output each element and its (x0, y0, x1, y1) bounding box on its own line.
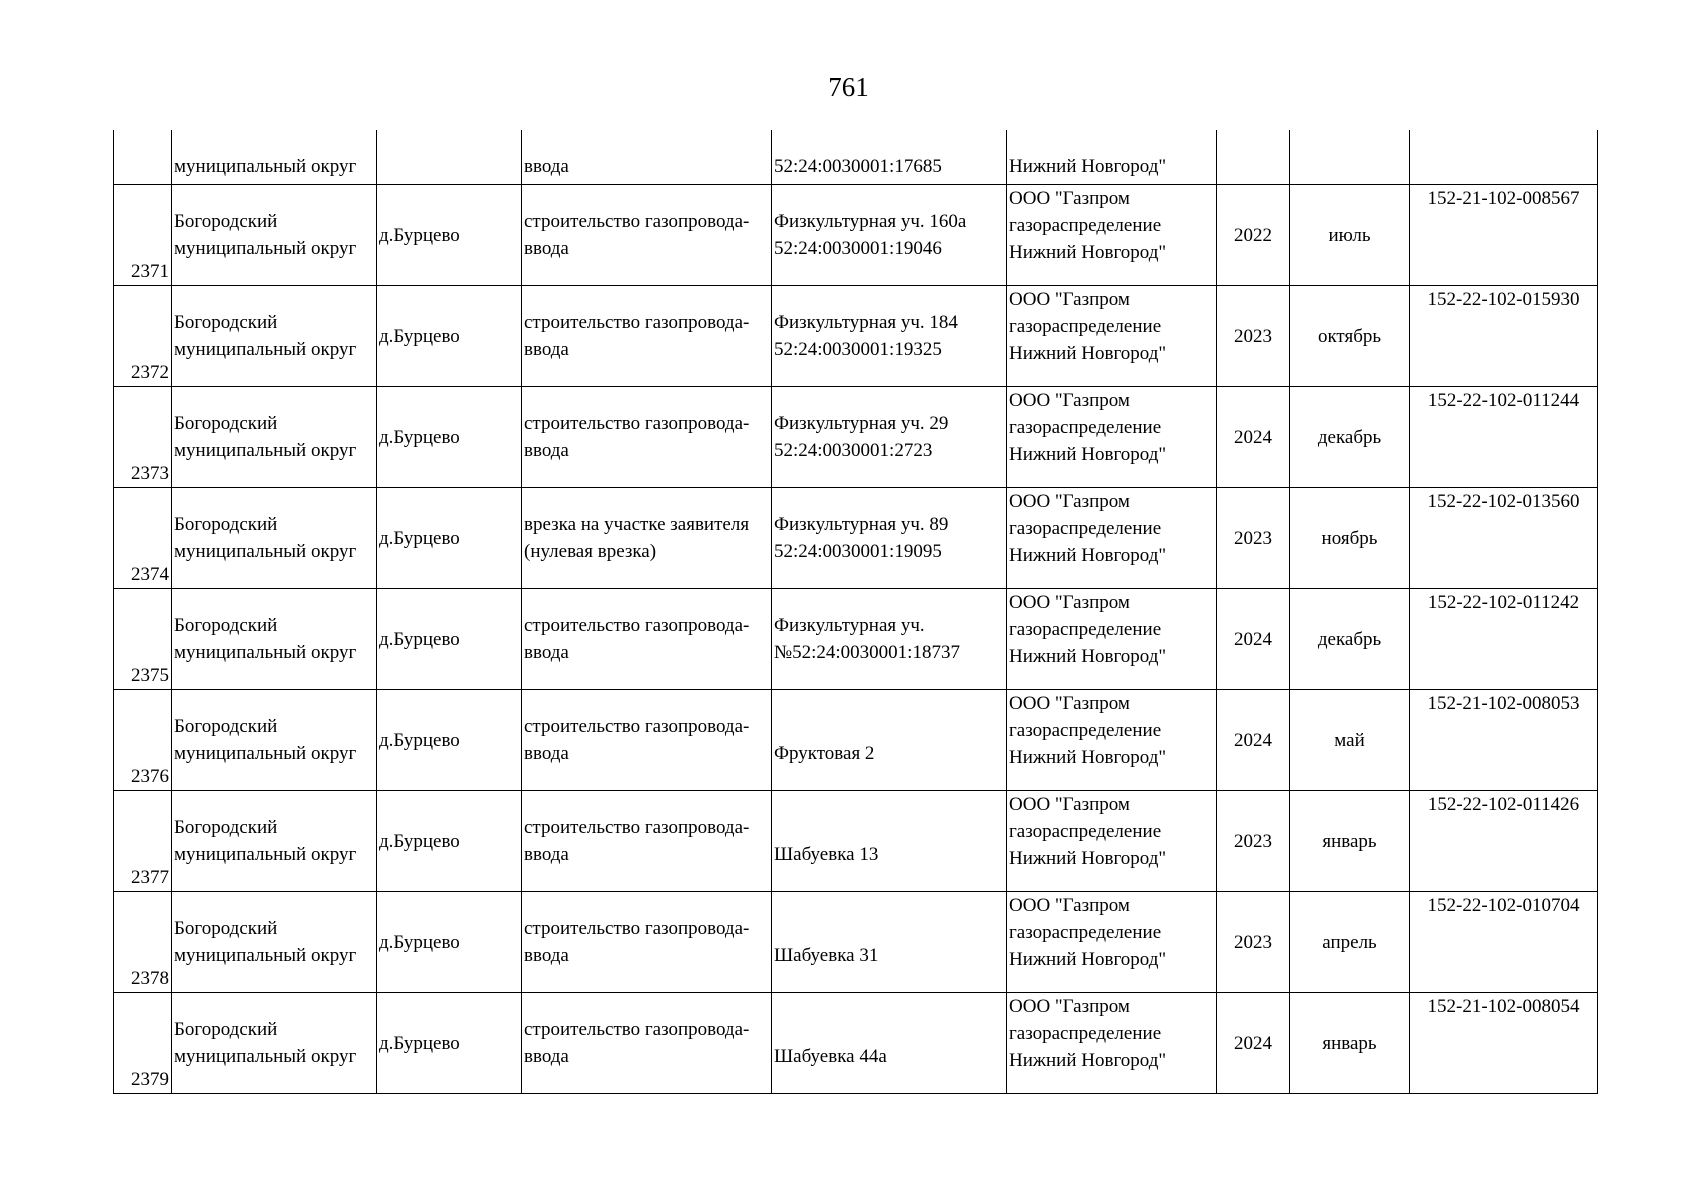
cell-district: муниципальный округ (172, 130, 377, 185)
cell-year: 2023 (1217, 488, 1290, 589)
cell-work-line: строительство газопровода- (524, 1019, 750, 1040)
cell-address-line: Шабуевка 31 (774, 945, 879, 966)
cell-district-line: Богородский (174, 1019, 278, 1040)
cell-year: 2024 (1217, 993, 1290, 1094)
cell-work-line: ввода (524, 743, 569, 764)
cell-organization-line: Нижний Новгород" (1009, 545, 1167, 566)
cell-locality (377, 130, 522, 185)
cell-work-line: строительство газопровода- (524, 817, 750, 838)
cell-district-line: Богородский (174, 716, 278, 737)
cell-locality: д.Бурцево (377, 993, 522, 1094)
cell-address-line: Шабуевка 44а (774, 1046, 887, 1067)
cell-work-line: ввода (524, 440, 569, 461)
table-row (114, 791, 1598, 892)
table-row (114, 286, 1598, 387)
cell-organization-line: газораспределение (1009, 720, 1162, 741)
cell-code (1410, 130, 1598, 185)
page-number: 761 (828, 72, 869, 102)
cell-code: 152-21-102-008053 (1410, 690, 1598, 791)
cell-address-line (774, 814, 1004, 841)
cell-organization-line: ООО "Газпром (1009, 390, 1130, 411)
cell-district-line: Богородский (174, 918, 278, 939)
cell-number: 2372 (114, 286, 172, 387)
cell-work-line: строительство газопровода- (524, 716, 750, 737)
cell-address (772, 791, 1007, 892)
cell-district-line: Богородский (174, 312, 278, 333)
cell-district-line: муниципальный округ (174, 743, 357, 764)
cell-month: декабрь (1290, 387, 1410, 488)
cell-district (172, 892, 377, 993)
cell-organization (1007, 791, 1217, 892)
cell-address-line: Фруктовая 2 (774, 743, 875, 764)
registry-table (113, 130, 1598, 1094)
cell-organization-line: Нижний Новгород" (1009, 646, 1167, 667)
cell-organization-line: газораспределение (1009, 821, 1162, 842)
cell-year (1217, 130, 1290, 185)
cell-district-line: Богородский (174, 211, 278, 232)
cell-work: ввода (522, 130, 772, 185)
cell-work-line: ввода (524, 844, 569, 865)
cell-year: 2022 (1217, 185, 1290, 286)
cell-address-line (774, 915, 1004, 942)
cell-organization-line: ООО "Газпром (1009, 996, 1130, 1017)
cell-work-line: ввода (524, 945, 569, 966)
cell-district-line: муниципальный округ (174, 440, 357, 461)
cell-address-line: Физкультурная уч. 184 (774, 312, 958, 333)
table-row (114, 387, 1598, 488)
cell-number: 2379 (114, 993, 172, 1094)
cell-address (772, 488, 1007, 589)
cell-district (172, 589, 377, 690)
cell-district (172, 387, 377, 488)
table-row (114, 589, 1598, 690)
cell-district (172, 690, 377, 791)
cell-organization-line: ООО "Газпром (1009, 289, 1130, 310)
cell-district (172, 488, 377, 589)
cell-year: 2023 (1217, 791, 1290, 892)
cell-address-line: Шабуевка 13 (774, 844, 879, 865)
cell-work (522, 488, 772, 589)
cell-year: 2023 (1217, 286, 1290, 387)
cell-address-line: 52:24:0030001:19046 (774, 238, 942, 259)
cell-organization-line: ООО "Газпром (1009, 592, 1130, 613)
continuation-row (114, 130, 1598, 185)
cell-organization-line: ООО "Газпром (1009, 693, 1130, 714)
cell-address-line: Физкультурная уч. (774, 615, 925, 636)
cell-district (172, 791, 377, 892)
cell-address (772, 185, 1007, 286)
cell-month: ноябрь (1290, 488, 1410, 589)
cell-organization: Нижний Новгород" (1007, 130, 1217, 185)
cell-code: 152-22-102-010704 (1410, 892, 1598, 993)
cell-work (522, 791, 772, 892)
cell-work (522, 387, 772, 488)
cell-work (522, 286, 772, 387)
cell-month: декабрь (1290, 589, 1410, 690)
cell-district (172, 286, 377, 387)
cell-number: 2375 (114, 589, 172, 690)
cell-number: 2374 (114, 488, 172, 589)
table-body (114, 130, 1598, 1094)
cell-district (172, 993, 377, 1094)
cell-organization-line: газораспределение (1009, 316, 1162, 337)
cell-address (772, 892, 1007, 993)
cell-number (114, 130, 172, 185)
cell-organization-line: газораспределение (1009, 215, 1162, 236)
cell-year: 2024 (1217, 387, 1290, 488)
cell-locality: д.Бурцево (377, 892, 522, 993)
cell-organization (1007, 892, 1217, 993)
cell-code: 152-21-102-008054 (1410, 993, 1598, 1094)
cell-code: 152-22-102-015930 (1410, 286, 1598, 387)
table-row (114, 690, 1598, 791)
cell-district-line: муниципальный округ (174, 945, 357, 966)
cell-address-line: Физкультурная уч. 29 (774, 413, 949, 434)
cell-month: апрель (1290, 892, 1410, 993)
cell-district-line: муниципальный округ (174, 238, 357, 259)
cell-month: январь (1290, 993, 1410, 1094)
table-row (114, 185, 1598, 286)
cell-organization-line: Нижний Новгород" (1009, 747, 1167, 768)
cell-year: 2023 (1217, 892, 1290, 993)
cell-code: 152-22-102-011426 (1410, 791, 1598, 892)
cell-address-line: №52:24:0030001:18737 (774, 642, 960, 663)
cell-month: январь (1290, 791, 1410, 892)
cell-address-line (774, 713, 1004, 740)
cell-locality: д.Бурцево (377, 387, 522, 488)
cell-work-line: строительство газопровода- (524, 615, 750, 636)
cell-district-line: Богородский (174, 817, 278, 838)
cell-organization-line: ООО "Газпром (1009, 491, 1130, 512)
cell-work (522, 690, 772, 791)
cell-work (522, 993, 772, 1094)
cell-month (1290, 130, 1410, 185)
cell-address (772, 286, 1007, 387)
cell-number: 2376 (114, 690, 172, 791)
cell-code: 152-21-102-008567 (1410, 185, 1598, 286)
cell-work-line: строительство газопровода- (524, 918, 750, 939)
cell-address (772, 993, 1007, 1094)
cell-code: 152-22-102-013560 (1410, 488, 1598, 589)
cell-month: июль (1290, 185, 1410, 286)
cell-work-line: строительство газопровода- (524, 312, 750, 333)
cell-work-line: (нулевая врезка) (524, 541, 657, 562)
cell-organization (1007, 690, 1217, 791)
cell-address (772, 387, 1007, 488)
cell-locality: д.Бурцево (377, 185, 522, 286)
cell-address (772, 690, 1007, 791)
cell-number: 2377 (114, 791, 172, 892)
cell-district-line: муниципальный округ (174, 1046, 357, 1067)
cell-code: 152-22-102-011242 (1410, 589, 1598, 690)
cell-work-line: строительство газопровода- (524, 413, 750, 434)
cell-organization-line: Нижний Новгород" (1009, 444, 1167, 465)
cell-work (522, 185, 772, 286)
cell-organization-line: Нижний Новгород" (1009, 1050, 1167, 1071)
cell-work-line: ввода (524, 339, 569, 360)
cell-locality: д.Бурцево (377, 589, 522, 690)
cell-number: 2371 (114, 185, 172, 286)
cell-organization-line: газораспределение (1009, 619, 1162, 640)
cell-organization-line: газораспределение (1009, 518, 1162, 539)
cell-work (522, 892, 772, 993)
cell-organization (1007, 185, 1217, 286)
cell-district-line: Богородский (174, 413, 278, 434)
cell-organization-line: ООО "Газпром (1009, 895, 1130, 916)
table-row (114, 993, 1598, 1094)
cell-organization (1007, 993, 1217, 1094)
cell-work-line: ввода (524, 1046, 569, 1067)
cell-district-line: муниципальный округ (174, 541, 357, 562)
cell-address: 52:24:0030001:17685 (772, 130, 1007, 185)
cell-district (172, 185, 377, 286)
cell-organization-line: Нижний Новгород" (1009, 848, 1167, 869)
cell-organization (1007, 589, 1217, 690)
cell-organization-line: газораспределение (1009, 922, 1162, 943)
cell-address (772, 589, 1007, 690)
cell-organization (1007, 488, 1217, 589)
cell-locality: д.Бурцево (377, 690, 522, 791)
cell-code: 152-22-102-011244 (1410, 387, 1598, 488)
cell-locality: д.Бурцево (377, 791, 522, 892)
cell-work-line: ввода (524, 642, 569, 663)
cell-organization-line: ООО "Газпром (1009, 794, 1130, 815)
table-row (114, 892, 1598, 993)
cell-organization-line: газораспределение (1009, 417, 1162, 438)
cell-work (522, 589, 772, 690)
cell-work-line: врезка на участке заявителя (524, 514, 750, 535)
cell-number: 2373 (114, 387, 172, 488)
cell-locality: д.Бурцево (377, 286, 522, 387)
cell-organization (1007, 387, 1217, 488)
cell-district-line: Богородский (174, 514, 278, 535)
cell-address-line (774, 1016, 1004, 1043)
cell-month: май (1290, 690, 1410, 791)
cell-address-line: Физкультурная уч. 160а (774, 211, 967, 232)
cell-organization (1007, 286, 1217, 387)
cell-address-line: Физкультурная уч. 89 (774, 514, 949, 535)
cell-organization-line: газораспределение (1009, 1023, 1162, 1044)
cell-organization-line: Нижний Новгород" (1009, 343, 1167, 364)
cell-work-line: ввода (524, 238, 569, 259)
cell-organization-line: Нижний Новгород" (1009, 949, 1167, 970)
cell-district-line: Богородский (174, 615, 278, 636)
cell-year: 2024 (1217, 589, 1290, 690)
cell-address-line: 52:24:0030001:19325 (774, 339, 942, 360)
cell-district-line: муниципальный округ (174, 642, 357, 663)
cell-month: октябрь (1290, 286, 1410, 387)
cell-work-line: строительство газопровода- (524, 211, 750, 232)
cell-organization-line: ООО "Газпром (1009, 188, 1130, 209)
cell-district-line: муниципальный округ (174, 844, 357, 865)
cell-address-line: 52:24:0030001:2723 (774, 440, 933, 461)
cell-district-line: муниципальный округ (174, 339, 357, 360)
table-row (114, 488, 1598, 589)
cell-locality: д.Бурцево (377, 488, 522, 589)
cell-year: 2024 (1217, 690, 1290, 791)
cell-organization-line: Нижний Новгород" (1009, 242, 1167, 263)
cell-address-line: 52:24:0030001:19095 (774, 541, 942, 562)
cell-number: 2378 (114, 892, 172, 993)
